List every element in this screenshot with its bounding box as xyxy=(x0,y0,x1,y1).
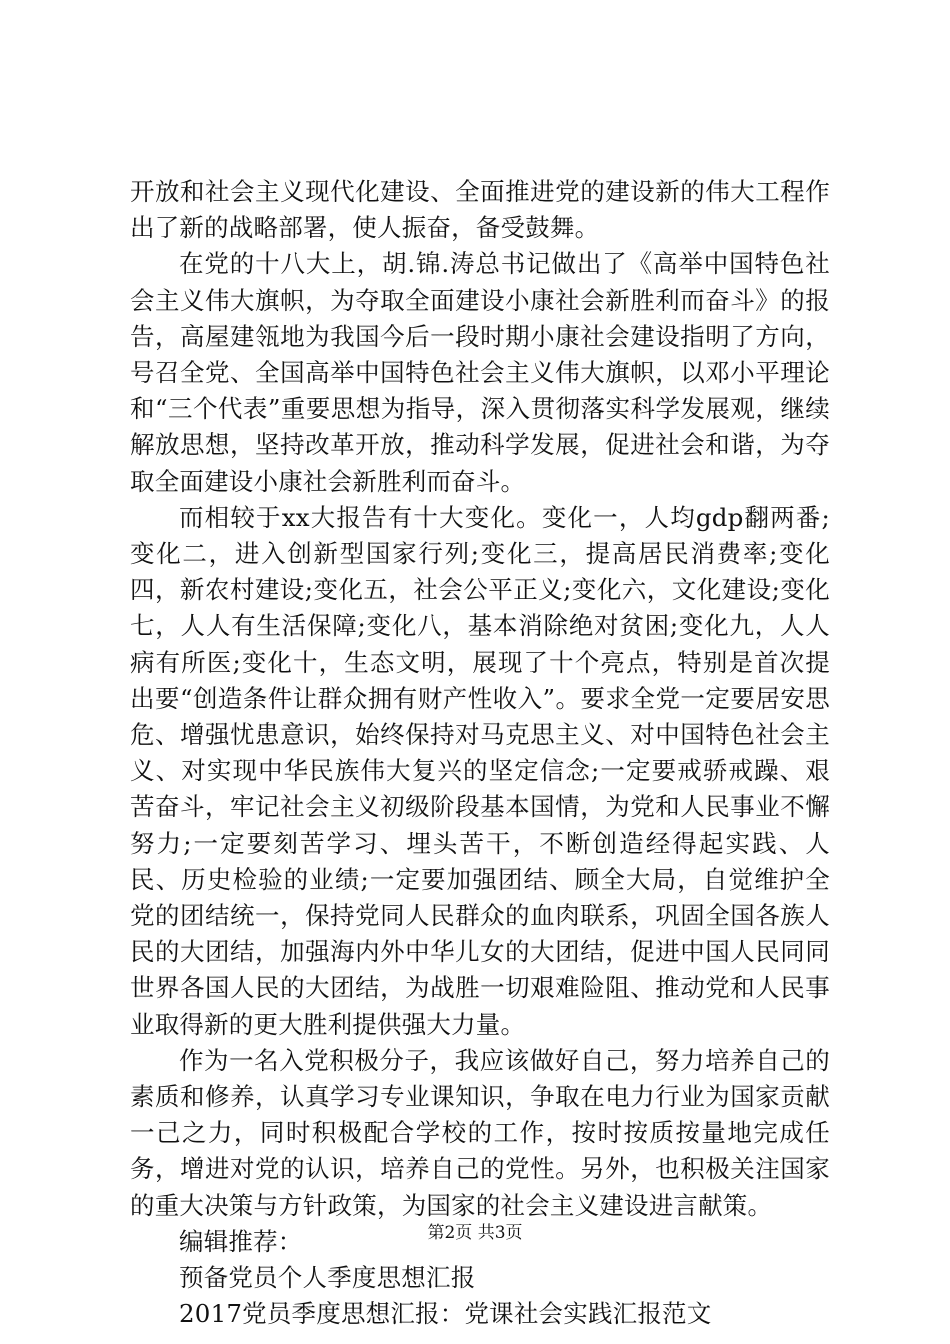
paragraph-changes: 而相较于xx大报告有十大变化。变化一，人均gdp翻两番;变化二，进入创新型国家行列;变化三，提高居民消费率;变化四，新农村建设;变化五，社会公平正义;变化六，文化建设;变化七，人人有生活保障;变化八，基本消除绝对贫困;变化九，人人病有所医;变化十，生态文明，展现了十个亮点，特别是首次提出要“创造条件让群众拥有财产性收入”。要求全党一定要居安思危、增强忧患意识，始终保持对马克思主义、对中国特色社会主义、对实现中华民族伟大复兴的坚定信念;一定要戒骄戒躁、艰苦奋斗，牢记社会主义初级阶段基本国情，为党和人民事业不懈努力;一定要刻苦学习、埋头苦干，不断创造经得起实践、人民、历史检验的业绩;一定要加强团结、顾全大局，自觉维护全党的团结统一，保持党同人民群众的血肉联系，巩固全国各族人民的大团结，加强海内外中华儿女的大团结，促进中国人民同同世界各国人民的大团结，为战胜一切艰难险阻、推动党和人民事业取得新的更大胜利提供强大力量。 xyxy=(130,502,830,1039)
recommend-label: 编辑推荐： xyxy=(179,1226,303,1256)
document-body xyxy=(130,174,830,1333)
page-number: 第2页 共3页 xyxy=(427,1223,523,1243)
paragraph-report: 在党的十八大上，胡.锦.涛总书记做出了《高举中国特色社会主义伟大旗帜，为夺取全面建设小康社会新胜利而奋斗》的报告，高屋建瓴地为我国今后一段时期小康社会建设指明了方向，号召全党、全国高举中国特色社会主义伟大旗帜，以邓小平理论和“三个代表”重要思想为指导，深入贯彻落实科学发展观，继续解放思想，坚持改革开放，推动科学发展，促进社会和谐，为夺取全面建设小康社会新胜利而奋斗。 xyxy=(130,249,830,496)
recommend-link-1[interactable]: 预备党员个人季度思想汇报 xyxy=(179,1263,476,1293)
paragraph-personal: 作为一名入党积极分子，我应该做好自己，努力培养自己的素质和修养，认真学习专业课知识，争取在电力行业为国家贡献一己之力，同时积极配合学校的工作，按时按质按量地完成任务，增进对党的认识，培养自己的党性。另外，也积极关注国家的重大决策与方针政策，为国家的社会主义建设进言献策。 xyxy=(130,1045,830,1220)
recommend-link-2[interactable]: 2017党员季度思想汇报：党课社会实践汇报范文 xyxy=(179,1299,712,1329)
paragraph-continuation: 开放和社会主义现代化建设、全面推进党的建设新的伟大工程作出了新的战略部署，使人振奋，备受鼓舞。 xyxy=(130,177,830,243)
